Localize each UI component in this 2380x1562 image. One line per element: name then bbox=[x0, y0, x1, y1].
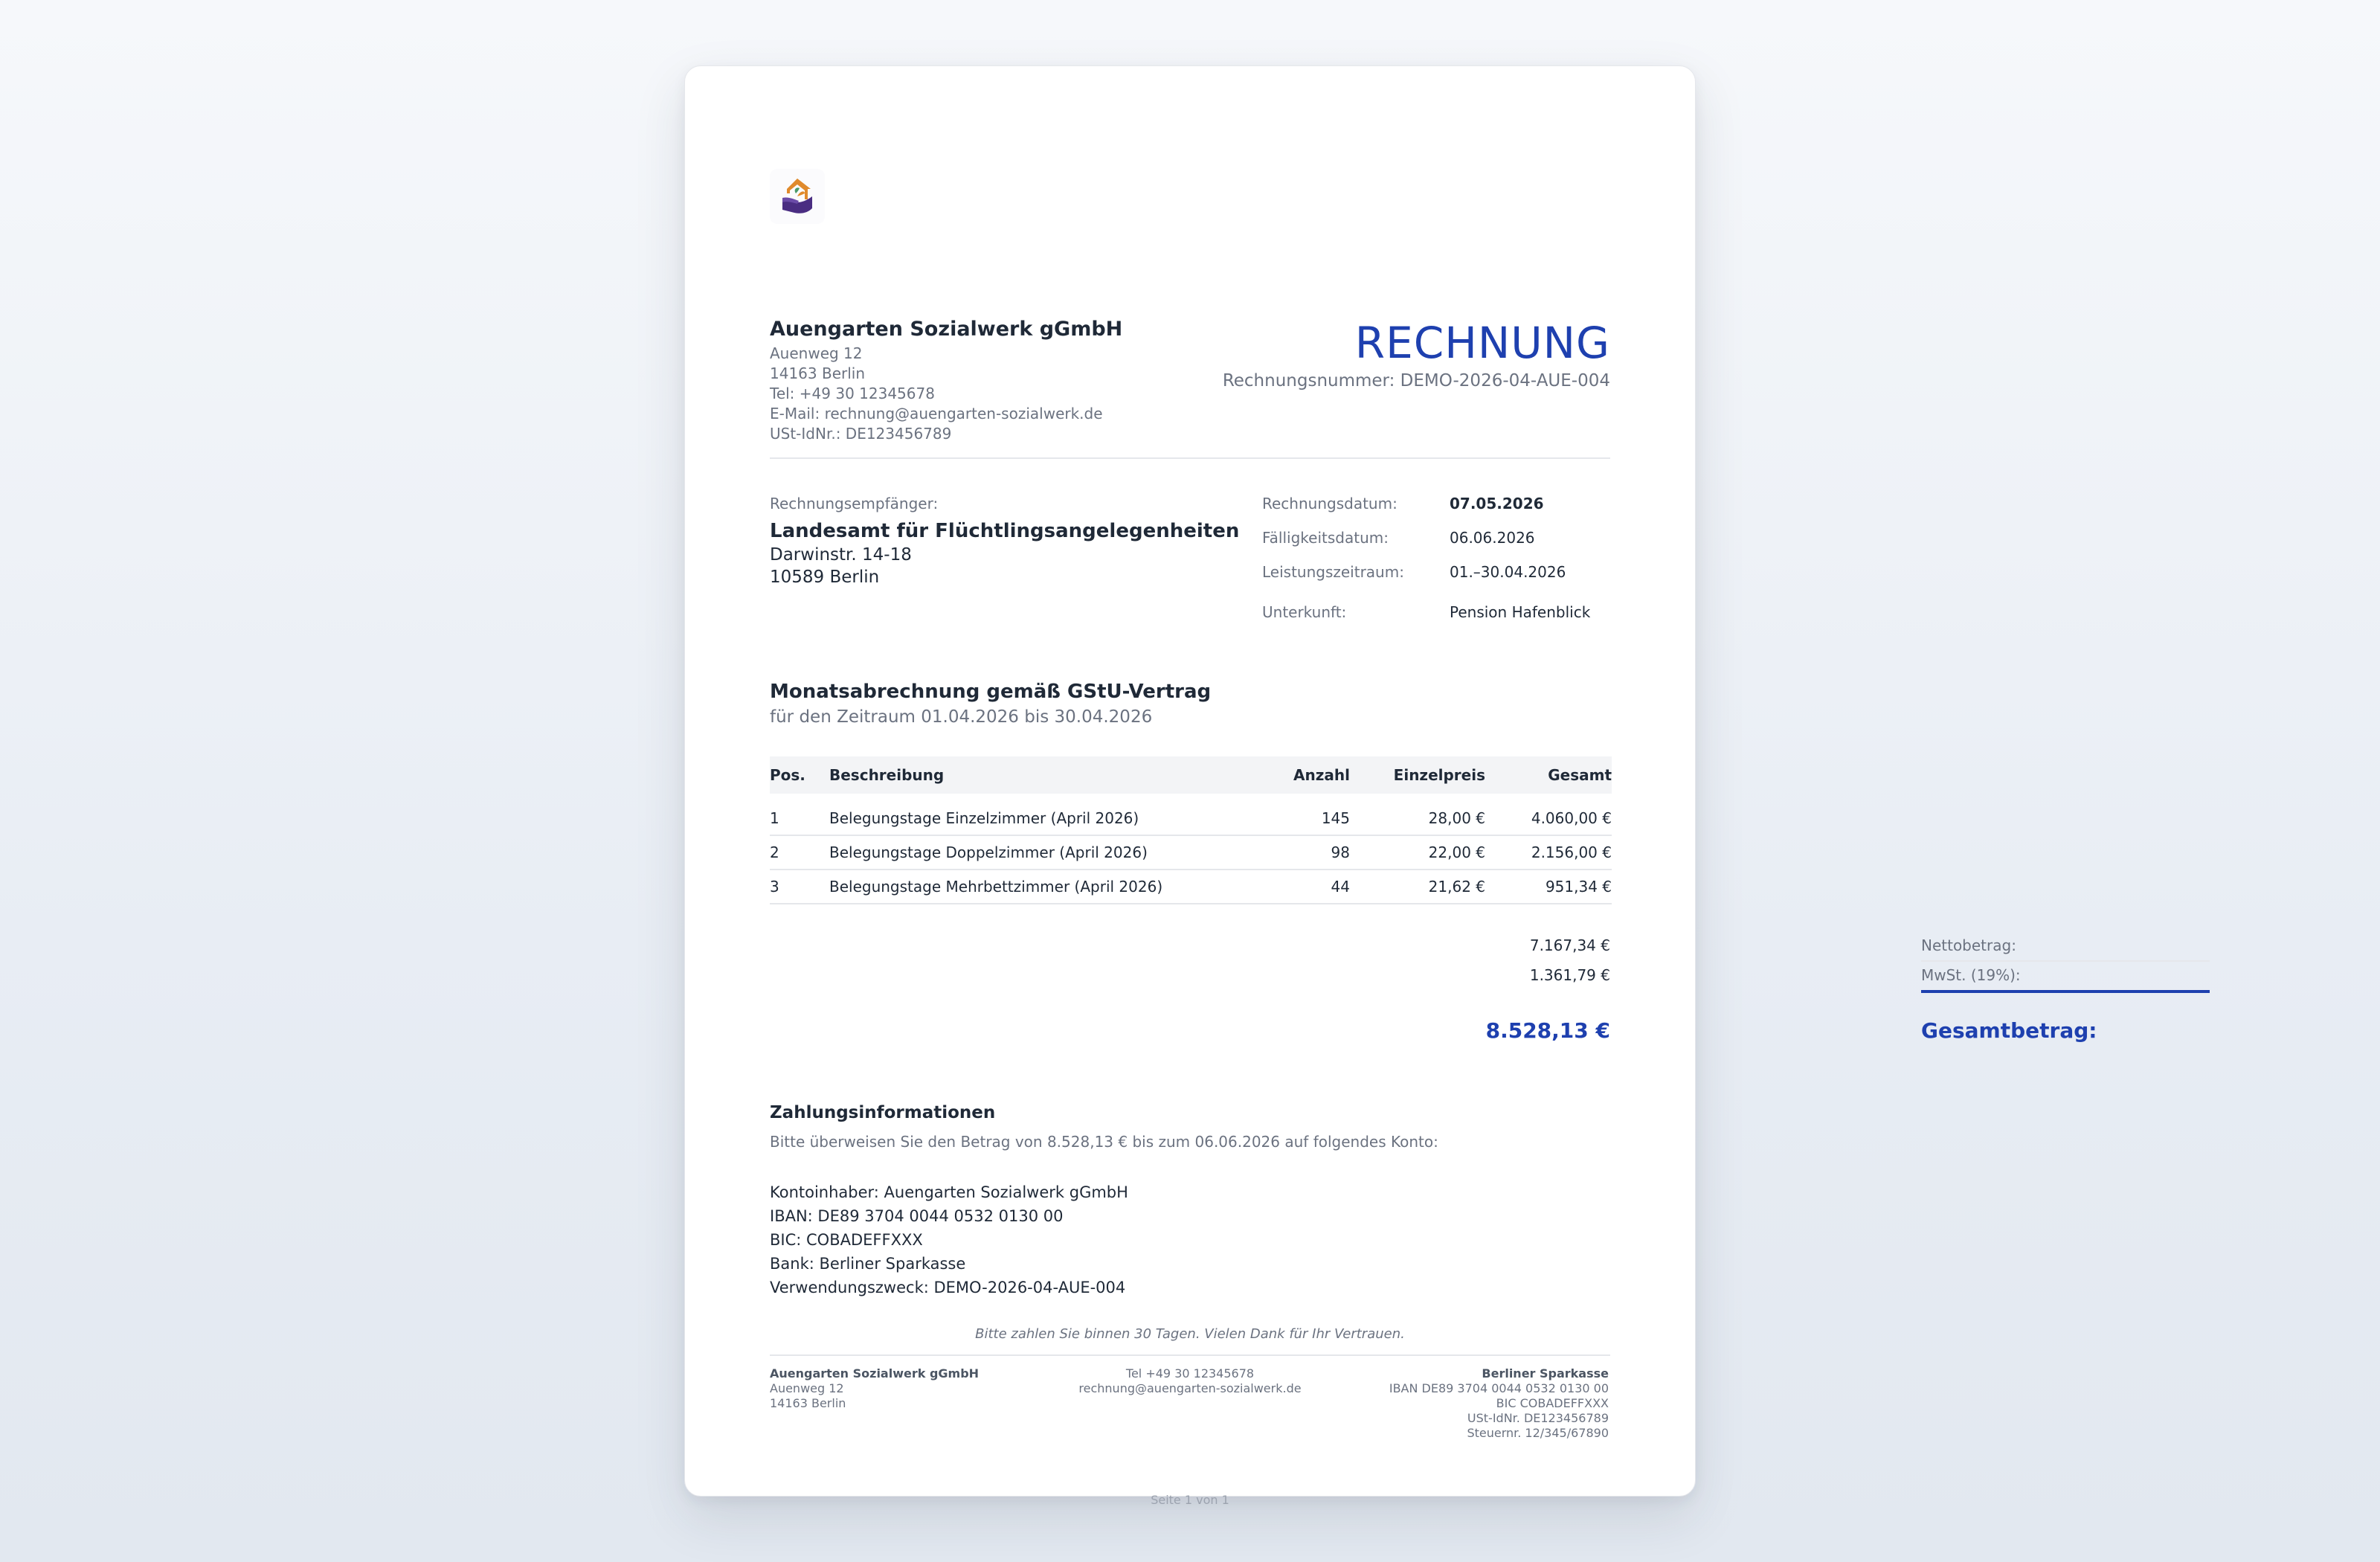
recipient-label: Rechnungsempfänger: bbox=[770, 495, 939, 512]
cell-unit-price: 21,62 € bbox=[1350, 870, 1485, 904]
company-phone: Tel: +49 30 12345678 bbox=[770, 385, 935, 402]
payment-info-title: Zahlungsinformationen bbox=[770, 1103, 996, 1122]
cell-pos: 3 bbox=[770, 870, 829, 904]
cell-total: 2.156,00 € bbox=[1485, 835, 1612, 870]
cell-pos: 1 bbox=[770, 794, 829, 835]
page-number: Seite 1 von 1 bbox=[1151, 1493, 1229, 1507]
cell-quantity: 98 bbox=[1283, 835, 1350, 870]
header-divider bbox=[770, 457, 1610, 459]
cell-quantity: 44 bbox=[1283, 870, 1350, 904]
grand-total-divider bbox=[1921, 990, 2210, 993]
invoice-page bbox=[684, 65, 2097, 1507]
column-header-description: Beschreibung bbox=[829, 766, 945, 784]
account-holder: Kontoinhaber: Auengarten Sozialwerk gGmbH bbox=[770, 1183, 1128, 1201]
invoice-date-label: Rechnungsdatum: bbox=[1262, 495, 1398, 512]
column-header-pos: Pos. bbox=[770, 766, 805, 784]
column-header-unit-price: Einzelpreis bbox=[1393, 766, 1485, 784]
footer-phone: Tel +49 30 12345678 bbox=[1125, 1366, 1255, 1381]
recipient-city: 10589 Berlin bbox=[770, 568, 880, 587]
footer-email: rechnung@auengarten-sozialwerk.de bbox=[1078, 1381, 1302, 1395]
totals-divider bbox=[1921, 960, 2210, 962]
invoice-date-value: 07.05.2026 bbox=[1450, 495, 1544, 512]
footer-company-city: 14163 Berlin bbox=[770, 1396, 846, 1410]
column-header-quantity: Anzahl bbox=[1293, 766, 1350, 784]
company-name: Auengarten Sozialwerk gGmbH bbox=[770, 318, 1123, 341]
account-bank: Bank: Berliner Sparkasse bbox=[770, 1255, 966, 1273]
line-items-table bbox=[770, 756, 1612, 904]
grand-total-value: 8.528,13 € bbox=[1485, 1018, 1610, 1043]
footer-company-name: Auengarten Sozialwerk gGmbH bbox=[770, 1366, 980, 1381]
cell-total: 951,34 € bbox=[1485, 870, 1612, 904]
grand-total-label: Gesamtbetrag: bbox=[1921, 1018, 2097, 1043]
footer-divider bbox=[770, 1354, 1610, 1356]
recipient-name: Landesamt für Flüchtlingsangelegenheiten bbox=[770, 520, 1240, 542]
company-logo bbox=[770, 169, 825, 224]
footer-bank-name: Berliner Sparkasse bbox=[1482, 1366, 1609, 1381]
cell-description: Belegungstage Doppelzimmer (April 2026) bbox=[829, 835, 1283, 870]
accommodation-label: Unterkunft: bbox=[1262, 603, 1347, 621]
service-period-value: 01.–30.04.2026 bbox=[1450, 563, 1566, 581]
company-vat-id: USt-IdNr.: DE123456789 bbox=[770, 425, 952, 443]
footer-bic: BIC COBADEFFXXX bbox=[1496, 1396, 1609, 1410]
company-city: 14163 Berlin bbox=[770, 364, 866, 382]
footer-tax-number: Steuernr. 12/345/67890 bbox=[1467, 1426, 1609, 1440]
due-date-label: Fälligkeitsdatum: bbox=[1262, 529, 1389, 547]
payment-instruction: Bitte überweisen Sie den Betrag von 8.528,13 € bis zum 06.06.2026 auf folgendes Konto: bbox=[770, 1133, 1438, 1151]
cell-description: Belegungstage Mehrbettzimmer (April 2026) bbox=[829, 870, 1283, 904]
cell-total: 4.060,00 € bbox=[1485, 794, 1612, 835]
footer-iban: IBAN DE89 3704 0044 0532 0130 00 bbox=[1389, 1381, 1609, 1395]
table-row bbox=[770, 794, 1612, 835]
cell-quantity: 145 bbox=[1283, 794, 1350, 835]
section-title: Monatsabrechnung gemäß GStU-Vertrag bbox=[770, 681, 1212, 703]
cell-pos: 2 bbox=[770, 835, 829, 870]
footer-company-street: Auenweg 12 bbox=[770, 1381, 844, 1395]
company-email: E-Mail: rechnung@auengarten-sozialwerk.de bbox=[770, 405, 1103, 422]
net-amount-label: Nettobetrag: bbox=[1921, 936, 2016, 954]
table-row bbox=[770, 835, 1612, 870]
account-iban: IBAN: DE89 3704 0044 0532 0130 00 bbox=[770, 1207, 1064, 1225]
company-street: Auenweg 12 bbox=[770, 344, 863, 362]
invoice-title: RECHNUNG bbox=[1354, 318, 1610, 368]
payment-reference: Verwendungszweck: DEMO-2026-04-AUE-004 bbox=[770, 1279, 1126, 1296]
accommodation-value: Pension Hafenblick bbox=[1450, 603, 1591, 621]
cell-unit-price: 22,00 € bbox=[1350, 835, 1485, 870]
footer-bank-block bbox=[1389, 1366, 1609, 1441]
service-period-label: Leistungszeitraum: bbox=[1262, 563, 1404, 581]
table-row bbox=[770, 870, 1612, 904]
invoice-number: Rechnungsnummer: DEMO-2026-04-AUE-004 bbox=[1222, 371, 1610, 390]
vat-amount-value: 1.361,79 € bbox=[1529, 966, 1610, 984]
table-header-row bbox=[770, 756, 1612, 794]
column-header-total: Gesamt bbox=[1548, 766, 1612, 784]
recipient-street: Darwinstr. 14-18 bbox=[770, 545, 912, 565]
net-amount-value: 7.167,34 € bbox=[1529, 936, 1610, 954]
footer-vat-id: USt-IdNr. DE123456789 bbox=[1467, 1411, 1609, 1425]
section-subtitle: für den Zeitraum 01.04.2026 bis 30.04.2026 bbox=[770, 707, 1153, 727]
thank-you-note: Bitte zahlen Sie binnen 30 Tagen. Vielen Dank für Ihr Vertrauen. bbox=[975, 1326, 1405, 1342]
cell-description: Belegungstage Einzelzimmer (April 2026) bbox=[829, 794, 1283, 835]
house-hands-logo-icon bbox=[775, 174, 820, 219]
vat-amount-label: MwSt. (19%): bbox=[1921, 966, 2021, 984]
account-bic: BIC: COBADEFFXXX bbox=[770, 1231, 923, 1249]
cell-unit-price: 28,00 € bbox=[1350, 794, 1485, 835]
due-date-value: 06.06.2026 bbox=[1450, 529, 1535, 547]
